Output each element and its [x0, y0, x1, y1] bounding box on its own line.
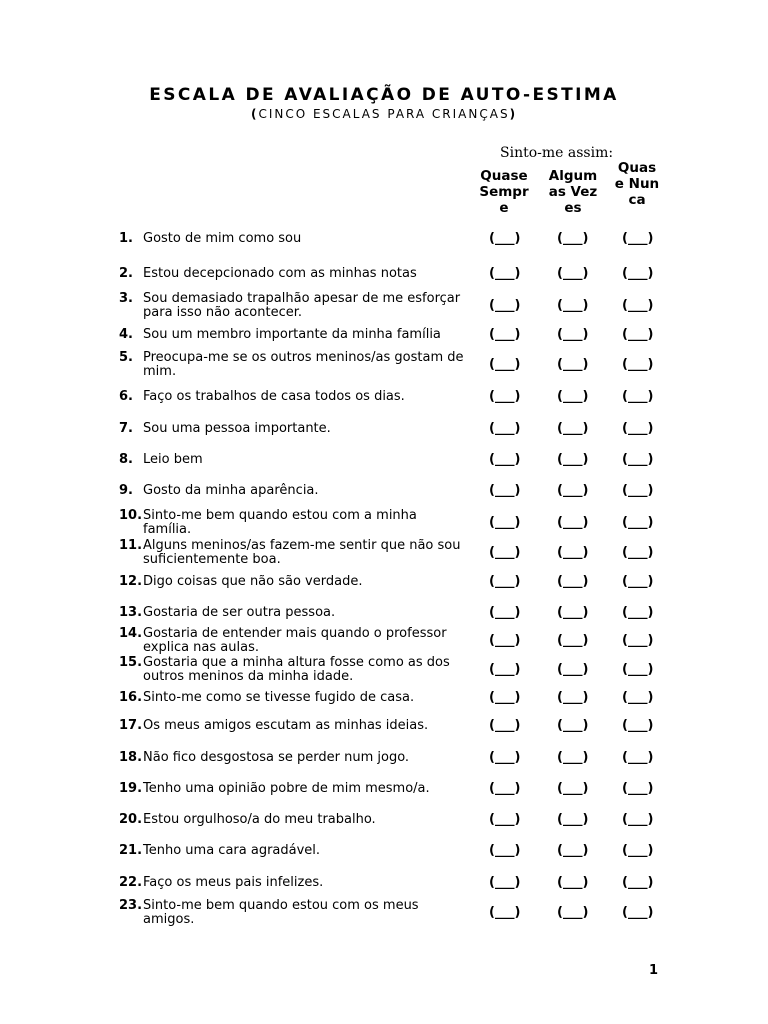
- answer-box-quase-sempre[interactable]: (___): [489, 812, 521, 827]
- column-header-quase-nunca: Quase Nunca: [614, 160, 660, 208]
- item-text: Digo coisas que não são verdade.: [143, 574, 363, 589]
- item-number: 18.: [119, 750, 143, 765]
- answer-box-quase-sempre[interactable]: (___): [489, 231, 521, 246]
- answer-box-algumas-vezes[interactable]: (___): [557, 633, 589, 648]
- document-subtitle: [0, 107, 768, 121]
- list-item: [0, 509, 768, 537]
- answer-box-quase-sempre[interactable]: (___): [489, 483, 521, 498]
- item-text: Estou decepcionado com as minhas notas: [143, 266, 417, 281]
- list-item: [0, 390, 768, 418]
- item-number: 20.: [119, 812, 143, 827]
- answer-box-quase-nunca[interactable]: (___): [622, 231, 654, 246]
- answer-box-algumas-vezes[interactable]: (___): [557, 662, 589, 677]
- answer-box-quase-nunca[interactable]: (___): [622, 515, 654, 530]
- answer-box-quase-nunca[interactable]: (___): [622, 327, 654, 342]
- answer-box-algumas-vezes[interactable]: (___): [557, 605, 589, 620]
- answer-box-quase-sempre[interactable]: (___): [489, 515, 521, 530]
- answer-box-quase-nunca[interactable]: (___): [622, 389, 654, 404]
- answer-box-quase-nunca[interactable]: (___): [622, 266, 654, 281]
- item-number: 21.: [119, 843, 143, 858]
- answer-box-quase-nunca[interactable]: (___): [622, 662, 654, 677]
- item-number: 10.: [119, 508, 143, 523]
- answer-box-quase-nunca[interactable]: (___): [622, 875, 654, 890]
- answer-box-quase-sempre[interactable]: (___): [489, 452, 521, 467]
- answer-box-quase-sempre[interactable]: (___): [489, 750, 521, 765]
- answer-box-algumas-vezes[interactable]: (___): [557, 545, 589, 560]
- column-header-algumas-vezes: Algum as Vezes: [548, 168, 598, 216]
- answer-box-quase-nunca[interactable]: (___): [622, 690, 654, 705]
- answer-box-quase-nunca[interactable]: (___): [622, 483, 654, 498]
- item-text: Sinto-me como se tivesse fugido de casa.: [143, 690, 415, 705]
- answer-box-quase-sempre[interactable]: (___): [489, 605, 521, 620]
- subtitle-text: CINCO ESCALAS PARA CRIANÇAS: [258, 107, 510, 121]
- list-item: [0, 782, 768, 810]
- item-text: Faço os trabalhos de casa todos os dias.: [143, 389, 405, 404]
- answer-box-algumas-vezes[interactable]: (___): [557, 298, 589, 313]
- item-text: Gostaria que a minha altura fosse como as dos outros meninos da minha idade.: [143, 655, 450, 684]
- item-number: 9.: [119, 483, 133, 498]
- item-number: 14.: [119, 626, 143, 641]
- answer-box-quase-sempre[interactable]: (___): [489, 357, 521, 372]
- answer-box-quase-sempre[interactable]: (___): [489, 875, 521, 890]
- list-item: [0, 656, 768, 684]
- item-text: Tenho uma opinião pobre de mim mesmo/a.: [143, 781, 430, 796]
- item-number: 11.: [119, 538, 143, 553]
- item-text: Gostaria de ser outra pessoa.: [143, 605, 336, 620]
- answer-box-quase-sempre[interactable]: (___): [489, 298, 521, 313]
- answer-box-quase-nunca[interactable]: (___): [622, 718, 654, 733]
- item-text: Sou uma pessoa importante.: [143, 421, 331, 436]
- list-item: [0, 292, 768, 320]
- item-text: Leio bem: [143, 452, 203, 467]
- column-header-quase-sempre: Quase Sempre: [479, 168, 529, 216]
- list-item: [0, 539, 768, 567]
- item-number: 15.: [119, 655, 143, 670]
- answer-box-quase-sempre[interactable]: (___): [489, 545, 521, 560]
- item-text: Gosto da minha aparência.: [143, 483, 319, 498]
- answer-box-algumas-vezes[interactable]: (___): [557, 357, 589, 372]
- answer-box-algumas-vezes[interactable]: (___): [557, 750, 589, 765]
- answer-box-quase-nunca[interactable]: (___): [622, 905, 654, 920]
- answer-box-quase-sempre[interactable]: (___): [489, 327, 521, 342]
- item-text: Não fico desgostosa se perder num jogo.: [143, 750, 410, 765]
- answer-box-quase-nunca[interactable]: (___): [622, 357, 654, 372]
- answer-box-quase-nunca[interactable]: (___): [622, 574, 654, 589]
- answer-box-algumas-vezes[interactable]: (___): [557, 905, 589, 920]
- item-text: Tenho uma cara agradável.: [143, 843, 321, 858]
- list-item: [0, 422, 768, 450]
- answer-box-quase-sempre[interactable]: (___): [489, 690, 521, 705]
- answer-box-quase-nunca[interactable]: (___): [622, 781, 654, 796]
- answer-box-quase-nunca[interactable]: (___): [622, 421, 654, 436]
- item-text: Alguns meninos/as fazem-me sentir que não sou suficientemente boa.: [143, 538, 461, 567]
- item-text: Gosto de mim como sou: [143, 231, 302, 246]
- answer-box-quase-sempre[interactable]: (___): [489, 843, 521, 858]
- item-number: 2.: [119, 266, 133, 281]
- item-text: Sou um membro importante da minha família: [143, 327, 441, 342]
- item-number: 8.: [119, 452, 133, 467]
- item-number: 16.: [119, 690, 143, 705]
- answer-box-quase-sempre[interactable]: (___): [489, 905, 521, 920]
- answer-box-algumas-vezes[interactable]: (___): [557, 266, 589, 281]
- answer-box-algumas-vezes[interactable]: (___): [557, 574, 589, 589]
- answer-box-algumas-vezes[interactable]: (___): [557, 690, 589, 705]
- page-number: 1: [649, 963, 659, 978]
- list-item: [0, 719, 768, 747]
- answer-box-quase-sempre[interactable]: (___): [489, 781, 521, 796]
- answer-box-quase-nunca[interactable]: (___): [622, 843, 654, 858]
- item-number: 19.: [119, 781, 143, 796]
- answer-box-quase-sempre[interactable]: (___): [489, 574, 521, 589]
- answer-box-quase-sempre[interactable]: (___): [489, 718, 521, 733]
- item-number: 7.: [119, 421, 133, 436]
- item-text: Faço os meus pais infelizes.: [143, 875, 324, 890]
- answer-box-quase-nunca[interactable]: (___): [622, 298, 654, 313]
- answer-box-algumas-vezes[interactable]: (___): [557, 483, 589, 498]
- answer-box-algumas-vezes[interactable]: (___): [557, 812, 589, 827]
- answer-box-quase-sempre[interactable]: (___): [489, 662, 521, 677]
- list-item: [0, 627, 768, 655]
- list-item: [0, 691, 768, 719]
- answer-box-algumas-vezes[interactable]: (___): [557, 231, 589, 246]
- list-item: [0, 813, 768, 841]
- item-number: 5.: [119, 350, 133, 365]
- answer-box-quase-nunca[interactable]: (___): [622, 452, 654, 467]
- list-item: [0, 351, 768, 379]
- answer-box-algumas-vezes[interactable]: (___): [557, 389, 589, 404]
- list-item: [0, 844, 768, 872]
- answer-box-quase-nunca[interactable]: (___): [622, 750, 654, 765]
- answer-box-quase-nunca[interactable]: (___): [622, 605, 654, 620]
- item-number: 1.: [119, 231, 133, 246]
- item-text: Estou orgulhoso/a do meu trabalho.: [143, 812, 376, 827]
- answer-box-algumas-vezes[interactable]: (___): [557, 421, 589, 436]
- answer-box-algumas-vezes[interactable]: (___): [557, 452, 589, 467]
- document-title: ESCALA DE AVALIAÇÃO DE AUTO-ESTIMA: [149, 85, 619, 105]
- scale-heading: Sinto-me assim:: [500, 145, 614, 161]
- answer-box-quase-nunca[interactable]: (___): [622, 545, 654, 560]
- subtitle-close-paren: ): [509, 107, 518, 121]
- answer-box-algumas-vezes[interactable]: (___): [557, 875, 589, 890]
- item-text: Os meus amigos escutam as minhas ideias.: [143, 718, 429, 733]
- list-item: [0, 232, 768, 260]
- answer-box-algumas-vezes[interactable]: (___): [557, 327, 589, 342]
- answer-box-quase-sempre[interactable]: (___): [489, 389, 521, 404]
- item-number: 3.: [119, 291, 133, 306]
- item-number: 17.: [119, 718, 143, 733]
- answer-box-quase-sempre[interactable]: (___): [489, 633, 521, 648]
- answer-box-quase-nunca[interactable]: (___): [622, 633, 654, 648]
- answer-box-algumas-vezes[interactable]: (___): [557, 718, 589, 733]
- item-text: Gostaria de entender mais quando o professor explica nas aulas.: [143, 626, 447, 655]
- list-item: [0, 453, 768, 481]
- item-number: 12.: [119, 574, 143, 589]
- answer-box-quase-sempre[interactable]: (___): [489, 421, 521, 436]
- item-text: Sou demasiado trapalhão apesar de me esforçar para isso não acontecer.: [143, 291, 461, 320]
- list-item: [0, 751, 768, 779]
- item-number: 23.: [119, 898, 143, 913]
- item-text: Sinto-me bem quando estou com os meus amigos.: [143, 898, 419, 927]
- list-item: [0, 899, 768, 927]
- answer-box-algumas-vezes[interactable]: (___): [557, 515, 589, 530]
- item-number: 6.: [119, 389, 133, 404]
- answer-box-quase-sempre[interactable]: (___): [489, 266, 521, 281]
- item-number: 13.: [119, 605, 143, 620]
- subtitle-open-paren: (: [250, 107, 259, 121]
- list-item: [0, 575, 768, 603]
- item-text: Sinto-me bem quando estou com a minha família.: [143, 508, 417, 537]
- answer-box-algumas-vezes[interactable]: (___): [557, 843, 589, 858]
- item-number: 4.: [119, 327, 133, 342]
- answer-box-quase-nunca[interactable]: (___): [622, 812, 654, 827]
- answer-box-algumas-vezes[interactable]: (___): [557, 781, 589, 796]
- item-number: 22.: [119, 875, 143, 890]
- item-text: Preocupa-me se os outros meninos/as gostam de mim.: [143, 350, 464, 379]
